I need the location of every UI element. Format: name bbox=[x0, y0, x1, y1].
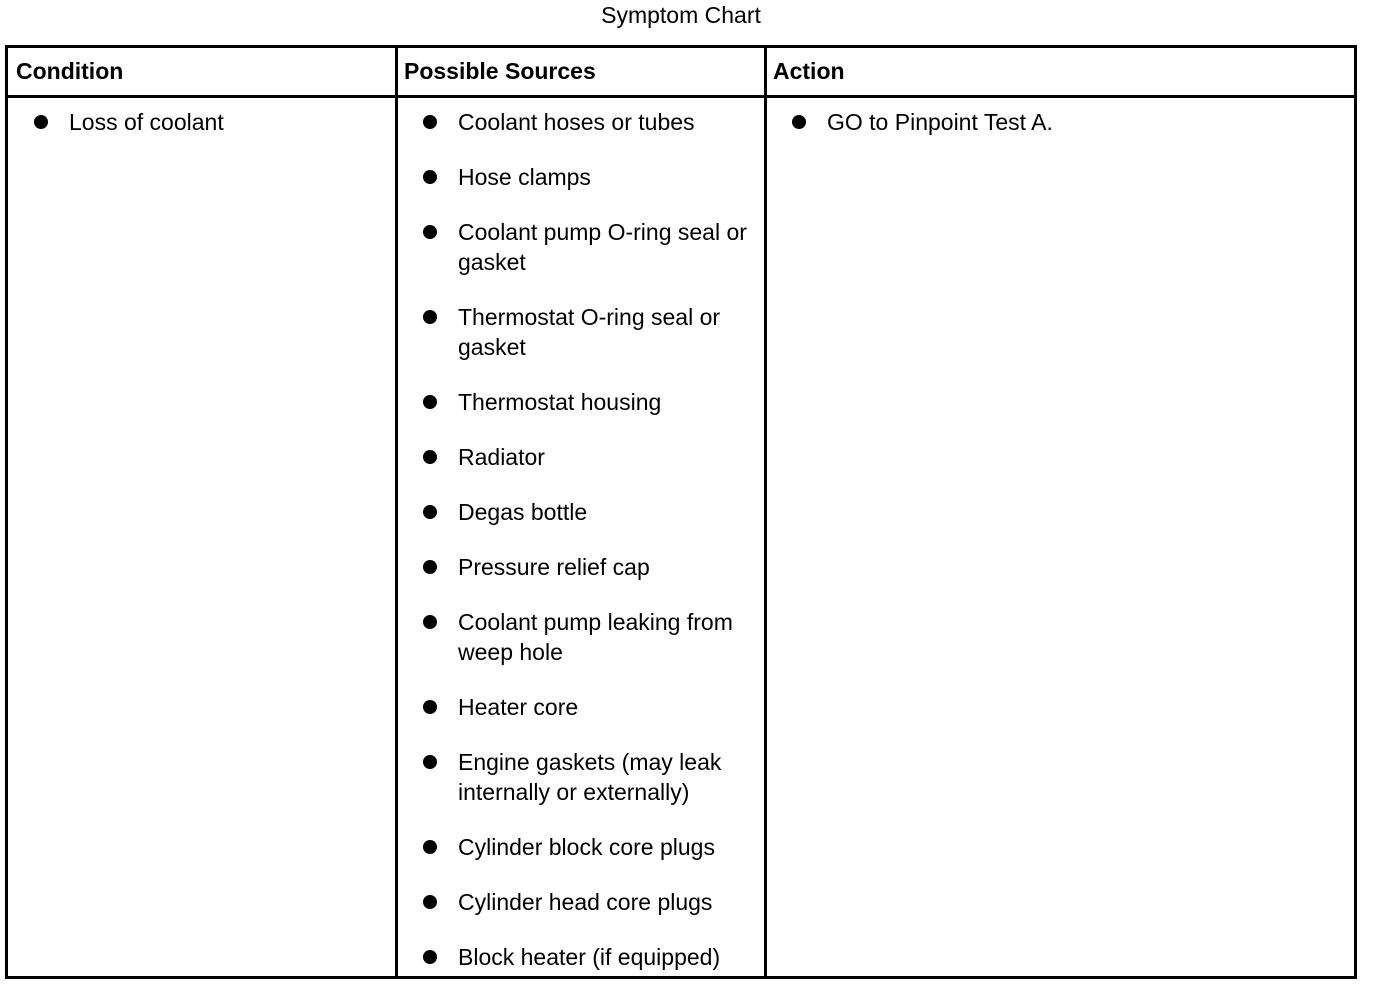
list-item-text: Thermostat O-ring seal or gasket bbox=[458, 304, 721, 360]
list-item bbox=[423, 442, 763, 472]
bullet-icon bbox=[423, 895, 437, 909]
list-item-text: Coolant hoses or tubes bbox=[458, 109, 695, 135]
list-item bbox=[423, 162, 763, 192]
list-item bbox=[423, 302, 763, 362]
bullet-icon bbox=[423, 450, 437, 464]
bullet-icon bbox=[423, 755, 437, 769]
list-item-text: Coolant pump O-ring seal or gasket bbox=[458, 219, 747, 275]
column-divider-2 bbox=[764, 48, 767, 976]
condition-list bbox=[34, 107, 384, 137]
bullet-icon bbox=[423, 615, 437, 629]
bullet-icon bbox=[423, 225, 437, 239]
bullet-icon bbox=[423, 950, 437, 964]
list-item-text: Heater core bbox=[458, 694, 579, 720]
bullet-icon bbox=[423, 505, 437, 519]
list-item-text: Engine gaskets (may leak internally or externally) bbox=[458, 749, 722, 805]
chart-title: Symptom Chart bbox=[601, 2, 761, 28]
list-item bbox=[423, 387, 763, 417]
list-item bbox=[423, 942, 763, 972]
list-item bbox=[423, 107, 763, 137]
list-item-text: Radiator bbox=[458, 444, 545, 470]
bullet-icon bbox=[34, 115, 48, 129]
list-item-text: GO to Pinpoint Test A. bbox=[827, 109, 1053, 135]
list-item bbox=[423, 607, 763, 667]
action-column bbox=[792, 98, 1342, 162]
list-item bbox=[792, 107, 1342, 137]
list-item-text: Cylinder head core plugs bbox=[458, 889, 713, 915]
bullet-icon bbox=[423, 310, 437, 324]
list-item bbox=[423, 887, 763, 917]
possible-sources-header: Possible Sources bbox=[404, 58, 596, 84]
condition-header: Condition bbox=[16, 58, 124, 84]
symptom-chart-table bbox=[5, 45, 1357, 979]
bullet-icon bbox=[423, 170, 437, 184]
list-item-text: Pressure relief cap bbox=[458, 554, 650, 580]
bullet-icon bbox=[423, 395, 437, 409]
list-item bbox=[423, 217, 763, 277]
list-item bbox=[34, 107, 384, 137]
list-item bbox=[423, 692, 763, 722]
bullet-icon bbox=[423, 840, 437, 854]
possible-sources-column bbox=[423, 98, 763, 997]
action-list bbox=[792, 107, 1342, 137]
possible-sources-list bbox=[423, 107, 763, 972]
condition-column bbox=[34, 98, 384, 162]
list-item bbox=[423, 552, 763, 582]
list-item-text: Degas bottle bbox=[458, 499, 588, 525]
bullet-icon bbox=[423, 700, 437, 714]
list-item-text: Loss of coolant bbox=[69, 109, 224, 135]
list-item-text: Thermostat housing bbox=[458, 389, 662, 415]
bullet-icon bbox=[423, 115, 437, 129]
list-item-text: Cylinder block core plugs bbox=[458, 834, 715, 860]
list-item bbox=[423, 747, 763, 807]
action-header: Action bbox=[773, 58, 845, 84]
list-item-text: Coolant pump leaking from weep hole bbox=[458, 609, 733, 665]
bullet-icon bbox=[423, 560, 437, 574]
list-item bbox=[423, 497, 763, 527]
list-item bbox=[423, 832, 763, 862]
list-item-text: Block heater (if equipped) bbox=[458, 944, 721, 970]
bullet-icon bbox=[792, 115, 806, 129]
column-divider-1 bbox=[395, 48, 398, 976]
list-item-text: Hose clamps bbox=[458, 164, 591, 190]
